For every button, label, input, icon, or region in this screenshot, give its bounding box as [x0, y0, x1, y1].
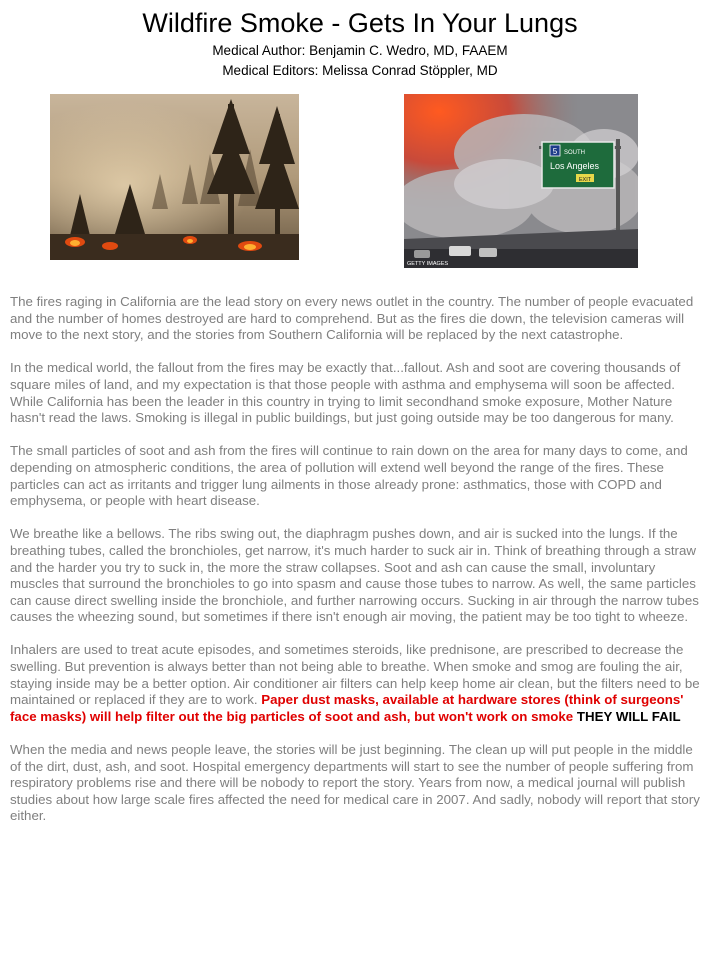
forest-fire-photo: [50, 94, 299, 260]
prevention-text: Inhalers are used to treat acute episodes, and sometimes steroids, like prednisone, are prescribed to decrease the swelling. But prevention is always better than not being able to breathe. When smoke and smog are fouling the air, staying inside may be a better option. Air conditioner air filters can help keep home air clean, but the filters need to be maintained or replaced if they are to work.: [10, 642, 700, 708]
medical-editors: Medical Editors: Melissa Conrad Stöppler, MD: [222, 63, 498, 78]
article-body: [10, 294, 700, 842]
they-will-fail: THEY WILL FAIL: [573, 708, 681, 724]
paragraph-particles: The small particles of soot and ash from the fires will continue to rain down on the area for many days to come, and depending on atmospheric conditions, the area of pollution will extend well beyond the range of the fires. These particles can act as irritants and trigger lung ailments in those already prone: asthmatics, those with COPD and emphysema, or people with heart disease.: [10, 443, 688, 509]
paragraph-aftermath: When the media and news people leave, the stories will be just beginning. The clean up will put people in the middle of the dirt, dust, ash, and soot. Hospital emergency departments will start to see the number of people suffering from respiratory problems rise and there will be nobody to report the story. Years from now, a medical journal will publish studies about how large scale fires affected the need for medical care in 2007. And sadly, nobody will report that story either.: [10, 742, 700, 824]
route-number: 5: [552, 147, 558, 156]
paragraph-fires: The fires raging in California are the lead story on every news outlet in the country. The number of people evacuated and the number of homes destroyed are hard to comprehend. But as the fires die down, the television cameras will move to the next story, and the stories from Southern California will be replaced by the next catastrophe.: [10, 294, 694, 343]
photo-credit: GETTY IMAGES: [407, 261, 449, 267]
dust-mask-warning: Paper dust masks, available at hardware stores (think of surgeons' face masks) will help filter out the big particles of soot and ash, but won't work on smoke: [10, 692, 684, 724]
sign-destination: Los Angeles: [550, 161, 600, 171]
freeway-smoke-photo: [404, 94, 638, 268]
paragraph-breathing: We breathe like a bellows. The ribs swing out, the diaphragm pushes down, and air is sucked into the lungs. If the breathing tubes, called the bronchioles, get narrow, it's much harder to suck air in. Think of breathing through a straw and the harder you try to suck in, the more the straw collapses. Soot and ash can cause the small, involuntary muscles that surround the bronchioles to go into spasm and cause those tubes to narrow. As well, the same particles can cause direct swelling inside the bronchiole, and further narrowing occurs. Sucking in air through the narrow tubes causes the wheezing sound, but sometimes if there isn't enough air moving, the patient may be too tight to wheeze.: [10, 526, 699, 625]
medical-author: Medical Author: Benjamin C. Wedro, MD, FAAEM: [212, 43, 508, 58]
sign-exit: EXIT: [578, 177, 592, 183]
paragraph-prevention: [10, 642, 700, 725]
route-direction: SOUTH: [564, 150, 585, 156]
page-title: Wildfire Smoke - Gets In Your Lungs: [142, 8, 578, 38]
paragraph-fallout: In the medical world, the fallout from the fires may be exactly that...fallout. Ash and soot are covering thousands of square miles of land, and my expectation is that those people with asthma and emphysema will soon be affected. While California has been the leader in this country in trying to limit secondhand smoke exposure, Mother Nature hasn't read the laws. Smoking is illegal in public buildings, but just going outside may be too dangerous for many.: [10, 360, 681, 426]
